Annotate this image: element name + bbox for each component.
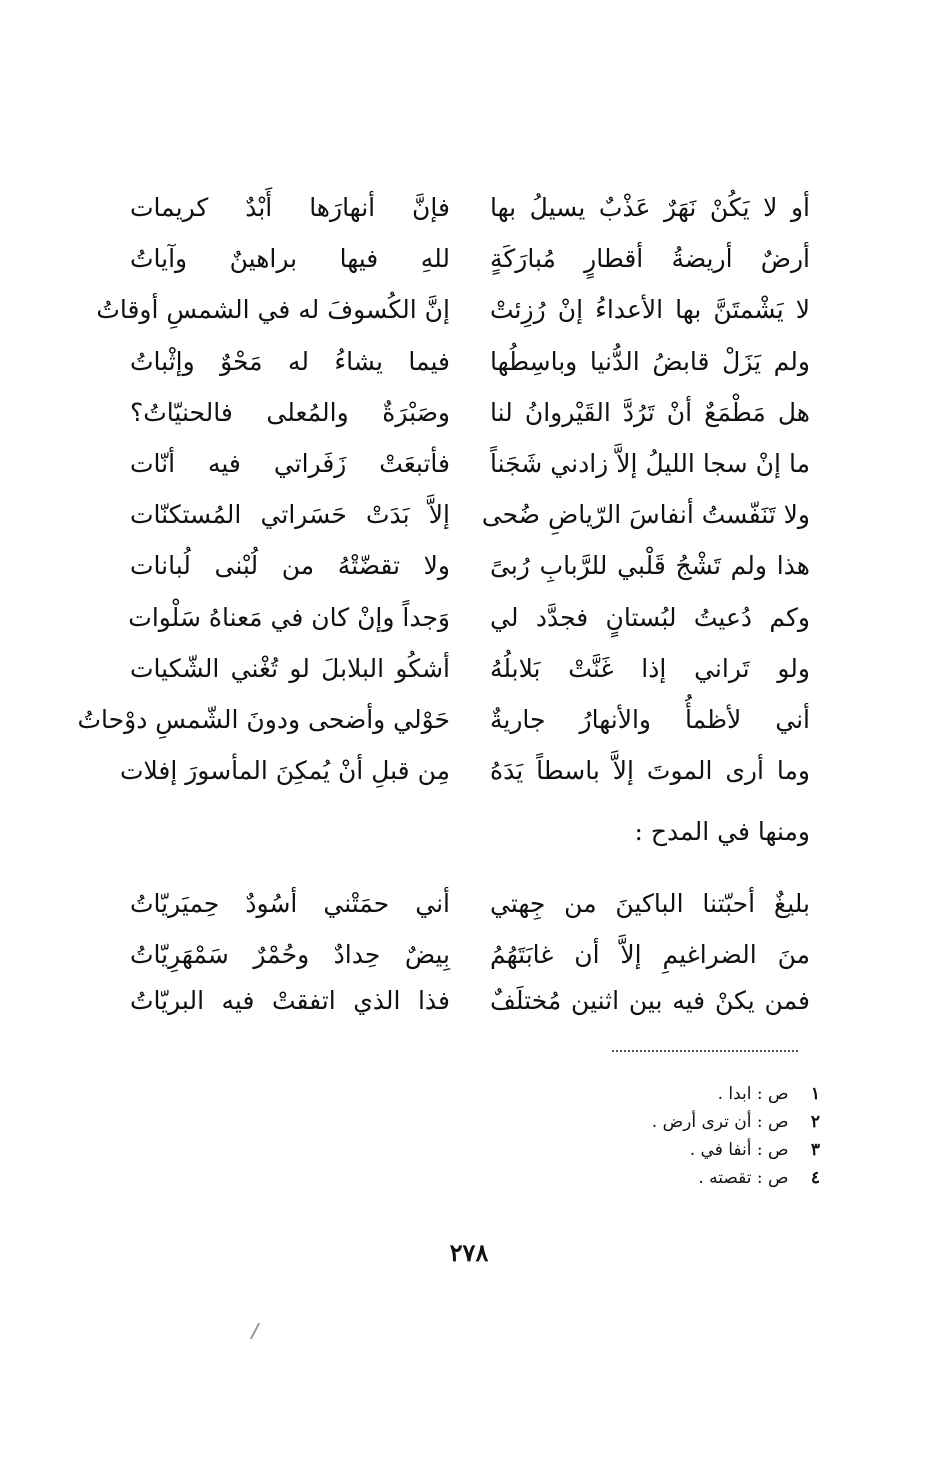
verse-second-hemistich: مِن قبلِ أنْ يُمكِنَ المأسورَ إفلات xyxy=(119,756,450,786)
verse-first-hemistich: فمن يكنْ فيه بين اثنين مُختلَفٌ xyxy=(490,986,810,1016)
verse-second-hemistich: إنَّ الكُسوفَ له في الشمسِ أوقاتُ xyxy=(96,295,450,325)
footnote-divider xyxy=(612,1050,798,1052)
verse-first-hemistich: أرضٌ أريضةُ أقطارٍ مُبارَكَةٍ xyxy=(490,244,810,274)
verse-second-hemistich: فيما يشاءُ له مَحْوٌ وإثْباتُ xyxy=(130,346,450,376)
verse-first-hemistich: أو لا يَكُنْ نَهَرٌ عَذْبٌ يسيلُ بها xyxy=(490,193,810,222)
page-number: ٢٧٨ xyxy=(449,1238,489,1267)
verse-second-hemistich: إلاَّ بَدَتْ حَسَراتي المُستكنّات xyxy=(130,500,450,530)
verse-row xyxy=(130,592,810,643)
verse-second-hemistich: وصَبْرَةٌ والمُعلى فالحنيّاتُ؟ xyxy=(130,397,450,427)
verse-first-hemistich: أني لأظمأُ والأنهارُ جاريةٌ xyxy=(490,704,810,734)
verse-second-hemistich: أني حمَتْني أسُودٌ حِميَريّاتُ xyxy=(130,889,450,918)
verse-row xyxy=(130,387,810,438)
verse-first-hemistich: وما أرى الموتَ إلاَّ باسطاً يَدَهُ xyxy=(490,756,810,786)
verse-first-hemistich: ولو تَراني إذا غَنَّتْ بَلابلُهُ xyxy=(490,653,810,683)
verse-first-hemistich: هل مَطْمَعٌ أنْ تَرُدَّ القَيْروانُ لنا xyxy=(490,397,810,427)
poem-main xyxy=(77,182,810,796)
footnote xyxy=(420,1080,820,1108)
footnote-text: ص : ابدا . xyxy=(717,1084,789,1104)
footnote-text: ص : أنفا في . xyxy=(689,1140,789,1160)
verse-row xyxy=(130,929,810,975)
verse-first-hemistich: هذا ولم تَشْجُ قَلْبي للرَّبابِ رُبىً xyxy=(490,551,810,581)
footnote-text: ص : تقصته . xyxy=(698,1168,789,1188)
verse-second-hemistich: للهِ فيها براهينٌ وآياتُ xyxy=(130,244,450,274)
poem-praise xyxy=(130,878,810,1026)
section-heading: ومنها في المدح : xyxy=(634,817,810,846)
verse-row xyxy=(130,540,810,591)
verse-row xyxy=(130,643,810,694)
verse-first-hemistich: وكم دُعيتُ لبُستانٍ فجدَّد لي xyxy=(490,602,810,632)
verse-row xyxy=(130,182,810,233)
verse-row xyxy=(130,489,810,540)
verse-row xyxy=(130,975,810,1026)
verse-second-hemistich: فإنَّ أنهارَها أَبْدٌ كريمات xyxy=(130,193,450,222)
verse-second-hemistich: فذا الذي اتفقتْ فيه البريّاتُ xyxy=(130,986,450,1016)
verse-row xyxy=(77,694,810,745)
verse-second-hemistich: وَجداً وإنْ كان في مَعناهُ سَلْوات xyxy=(128,602,450,632)
verse-second-hemistich: أشكُو البلابلَ لو تُغْني الشّكيات xyxy=(130,653,450,683)
verse-first-hemistich: منَ الضراغيمِ إلاَّ أن غابَتَهُمُ xyxy=(490,940,810,970)
verse-first-hemistich: ولم يَزَلْ قابضُ الدُّنيا وباسِطُها xyxy=(490,346,810,376)
verse-row xyxy=(96,284,810,335)
pencil-mark xyxy=(250,1323,260,1340)
verse-first-hemistich: ولا تَنَفّستُ أنفاسَ الرّياضِ ضُحى xyxy=(481,500,810,530)
footnote-number: ١ xyxy=(810,1084,820,1104)
verse-second-hemistich: بِيضٌ حِدادٌ وحُمْرٌ سَمْهَرِيّاتُ xyxy=(130,940,450,970)
footnote-number: ٣ xyxy=(810,1140,820,1160)
verse-second-hemistich: فأتبعَتْ زَفَراتي فيه أنّات xyxy=(130,448,450,478)
footnote xyxy=(420,1108,820,1136)
verse-first-hemistich: لا يَشْمتَنَّ بها الأعداءُ إنْ رُزِئتْ xyxy=(490,295,810,325)
verse-second-hemistich: ولا تقضّتْهُ من لُبْنى لُبانات xyxy=(130,551,450,581)
verse-row xyxy=(130,336,810,387)
verse-row xyxy=(130,438,810,489)
footnote-number: ٤ xyxy=(810,1168,820,1188)
footnote xyxy=(420,1136,820,1164)
footnote xyxy=(420,1164,820,1192)
footnote-text: ص : أن ترى أرض . xyxy=(651,1112,789,1132)
verse-first-hemistich: ما إنْ سجا الليلُ إلاَّ زادني شَجَناً xyxy=(490,448,810,478)
verse-row xyxy=(119,745,810,796)
verse-second-hemistich: حَوْلي وأضحى ودونَ الشّمسِ دوْحاتُ xyxy=(77,704,450,734)
footnotes xyxy=(420,1080,820,1192)
verse-row xyxy=(130,233,810,284)
footnote-number: ٢ xyxy=(810,1112,820,1132)
verse-first-hemistich: بليغٌ أحبّتنا الباكينَ من جِهتي xyxy=(490,889,810,918)
verse-row xyxy=(130,878,810,929)
